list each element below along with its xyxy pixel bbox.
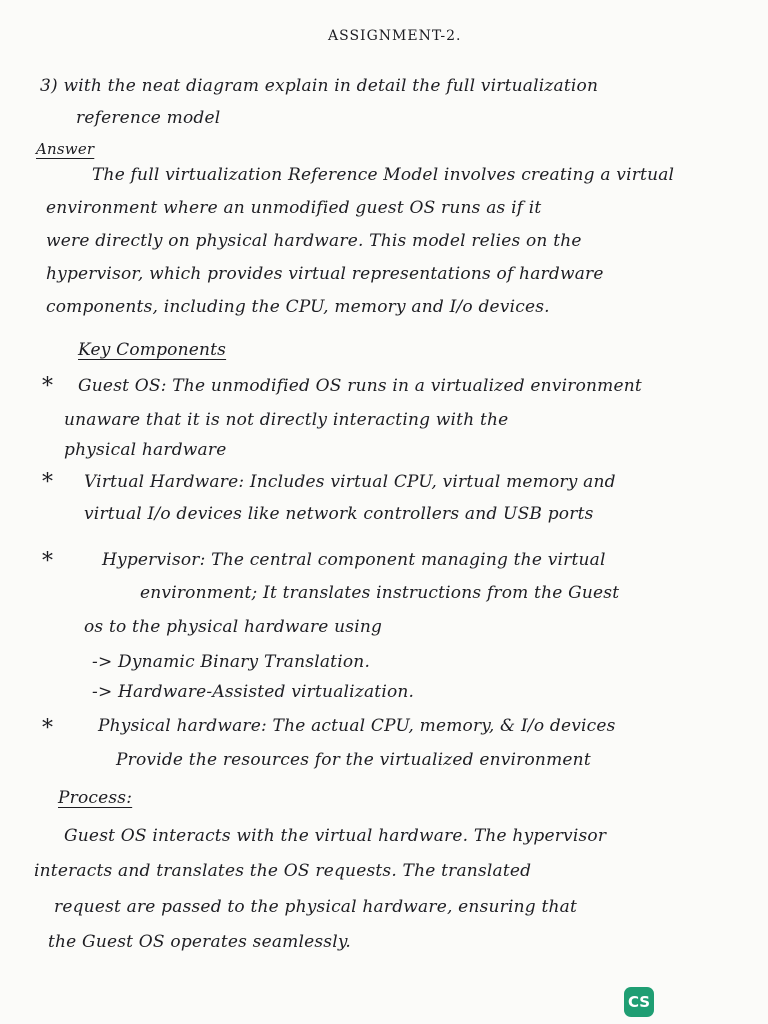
intro-line-1: The full virtualization Reference Model involves creating a virtual [92, 165, 675, 185]
intro-line-5: components, including the CPU, memory and I/o devices. [46, 297, 550, 317]
hardware-assisted-virtualization: -> Hardware-Assisted virtualization. [92, 682, 415, 702]
key-components-heading: Key Components [78, 340, 227, 360]
camscanner-logo-icon: CS [624, 987, 654, 1017]
virtual-hardware-line-1: Virtual Hardware: Includes virtual CPU, virtual memory and [84, 472, 616, 492]
process-line-4: the Guest OS operates seamlessly. [48, 932, 352, 952]
intro-line-3: were directly on physical hardware. This model relies on the [46, 231, 582, 251]
guest-os-line-1: Guest OS: The unmodified OS runs in a virtualized environment [78, 376, 642, 396]
physical-hardware-line-1: Physical hardware: The actual CPU, memory, & I/o devices [98, 716, 616, 736]
physical-hardware-line-2: Provide the resources for the virtualized environment [116, 750, 591, 770]
process-heading: Process: [58, 788, 133, 808]
intro-line-2: environment where an unmodified guest OS runs as if it [46, 198, 542, 218]
process-line-2: interacts and translates the OS requests. The translated [34, 861, 532, 881]
virtual-hardware-line-2: virtual I/o devices like network controllers and USB ports [84, 504, 594, 524]
guest-os-line-3: physical hardware [64, 440, 227, 460]
process-line-1: Guest OS interacts with the virtual hardware. The hypervisor [64, 826, 607, 846]
guest-os-line-2: unaware that it is not directly interacting with the [64, 410, 509, 430]
bullet-star: * [42, 716, 53, 741]
question-line-2: reference model [76, 108, 221, 128]
bullet-star: * [42, 374, 53, 399]
answer-heading: Answer [36, 140, 95, 158]
bullet-star: * [42, 549, 53, 574]
dynamic-binary-translation: -> Dynamic Binary Translation. [92, 652, 371, 672]
bullet-star: * [42, 470, 53, 495]
question-line-1: 3) with the neat diagram explain in detail the full virtualization [40, 76, 599, 96]
process-line-3: request are passed to the physical hardware, ensuring that [54, 897, 577, 917]
hypervisor-line-2: environment; It translates instructions from the Guest [140, 583, 620, 603]
hypervisor-line-3: os to the physical hardware using [84, 617, 383, 637]
hypervisor-line-1: Hypervisor: The central component managing the virtual [102, 550, 606, 570]
assignment-title: ASSIGNMENT-2. [328, 28, 462, 44]
intro-line-4: hypervisor, which provides virtual representations of hardware [46, 264, 604, 284]
